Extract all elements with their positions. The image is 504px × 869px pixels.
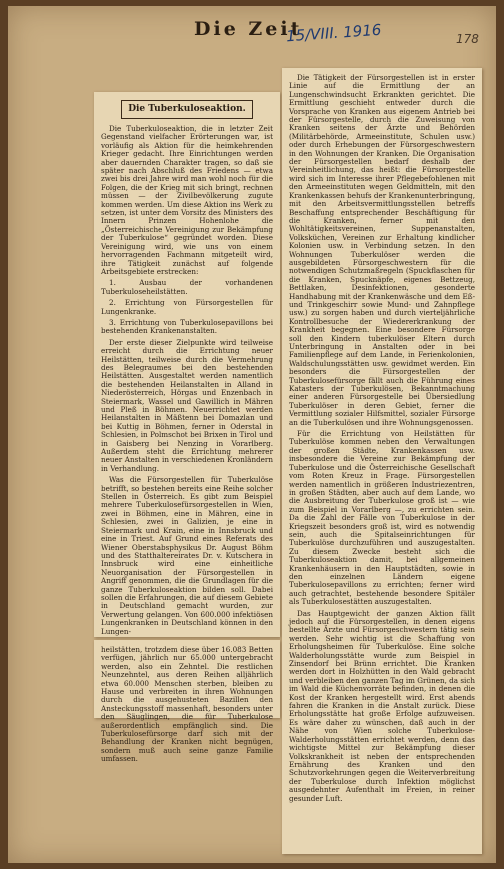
article-paragraph: 3. Errichtung von Tuberkulosepavillons bei bestehenden Krankenanstalten.: [101, 317, 273, 336]
article-column-left-top: [94, 92, 280, 637]
article-paragraph: heilstätten, trotzdem diese über 16.083 Betten verfügen, jährlich nur 65.000 untergebracht werden, also ein Zehntel. Die restlichen Neunzehntel, aus deren Reihen alljährlich etwa 60.000 Menschen sterben, bleiben zu Hause und verbreiten in ihren Wohnungen durch die ausgehusteten Bazillen den Ansteckungsstoff massenhaft, besonders unter den Säuglingen, die für Tuberkulose außerordentlich empfänglich sind. Die Tuberkulosefürsorge darf sich mit der Behandlung der Kranken nicht begnügen, sondern muß auch seine ganze Familie umfassen.: [101, 645, 273, 764]
article-paragraph: Der erste dieser Zielpunkte wird teilweise erreicht durch die Errichtung neuer Heilstätten, teilweise durch die Vermehrung des Belegraumes bei den bestehenden Heilstätten. Ausgestaltet werden namentlich die bestehenden Heilanstalten in Alland in Niederösterreich, Hörgas und Enzenbach in Steiermark, Wassel und Gawillich in Mähren und Pleß in Böhmen. Neuerrichtet werden Heilanstalten in Mäßtenn bei Domazlan und bei Kuttig in Böhmen, ferner in Oderstal in Schlesien, in Polmschot bei Brixen in Tirol und in Gaisberg bei Nenzing in Vorarlberg. Außerdem steht die Errichtung mehrerer neuer Anstalten in verschiedenen Kronländern in Verhandlung.: [101, 337, 273, 473]
article-column-right: [282, 68, 482, 854]
handwritten-date: 15/VIII. 1916: [285, 20, 382, 46]
newspaper-clipping-sheet: [8, 6, 496, 863]
article-paragraph: Die Tuberkuloseaktion, die in letzter Zeit Gegenstand vielfacher Erörterungen war, ist vorläufig als Aktion für die heimkehrenden Krieger gedacht. Ihre Einrichtungen werden aber dauernden Charakter tragen, so daß sie später nach Abschluß des Friedens — etwa zwei bis drei Jahre wird man wohl noch für die Folgen, die der Krieg mit sich bringt, rechnen müssen — der Zivilbevölkerung zugute kommen werden. Um diese Aktion ins Werk zu setzen, ist unter dem Vorsitz des Ministers des Innern Prinzen Hohenlohe die „Österreichische Vereinigung zur Bekämpfung der Tuberkulose“ gegründet worden. Diese Vereinigung wird, wie uns von einem hervorragenden Fachmann mitgeteilt wird, ihre Tätigkeit zunächst auf folgende Arbeitsgebiete erstrecken:: [101, 124, 273, 276]
article-column-left-bottom: [94, 640, 280, 764]
article-paragraph: Für die Errichtung von Heilstätten für Tuberkulöse kommen neben den Verwaltungen der großen Städte, Krankenkassen usw. insbesondere die Vereine zur Bekämpfung der Tuberkulose und die Österreichische Gesellschaft vom Roten Kreuz in Frage. Fürsorgestellen werden namentlich in größeren Industriezentren, in großen Städten, aber auch auf dem Lande, wo die Ausbreitung der Tuberkulose groß ist — wie zum Beispiel in Vorarlberg —, zu errichten sein. Da die Zahl der Fälle von Tuberkulose in der Kriegszeit besonders groß ist, wird es notwendig sein, auch die Spitalseinrichtungen für Tuberkulöse durchzuführen und auszugestalten. Zu diesem Zwecke besteht sich die Tuberkuloseaktion damit, bei allgemeinen Krankenhäusern in den Hauptstädten, sowie in den einzelnen Ländern eigene Tuberkulosepavillons zu errichten; ferner wird auch getrachtet, bestehende besondere Spitäler als Tuberkulosestätten auszugestalten.: [289, 429, 475, 607]
article-paragraph: Was die Fürsorgestellen für Tuberkulöse betrifft, so bestehen bereits eine Reihe solcher Stellen in Österreich. Es gibt zum Beispiel mehrere Tuberkulosefürsorgestellen in Wien, zwei in Böhmen, eine in Mähren, eine in Schlesien, zwei in Galizien, je eine in Steiermark und Krain, eine in Innsbruck und eine in Triest. Auf Grund eines Referats des Wiener Oberstabsphysikus Dr. August Böhm und des Statthaltereirates Dr. v. Kutschera in Innsbruck wird eine einheitliche Neuorganisation der Fürsorgestellen in Angriff genommen, die die Grundlagen für die ganze Tuberkuloseaktion bilden soll. Dabei sollen die Erfahrungen, die auf diesem Gebiete in Deutschland gemacht wurden, zur Verwertung gelangen. Von 600.000 infektiösen Lungenkranken in Deutschland können in den Lungen-: [101, 475, 274, 636]
article-paragraph: 2. Errichtung von Fürsorgestellen für Lungenkranke.: [101, 298, 273, 316]
article-paragraph: Die Tätigkeit der Fürsorgestellen ist in erster Linie auf die Ermittlung der an Lungenschwindsucht Erkrankten gerichtet. Die Ermittlung geschieht entweder durch die Vorsprache von Kranken aus eigenem Antrieb bei der Fürsorgestelle, durch die Zuweisung von Kranken seitens der Ärzte und Behörden (Militärbehörde, Armeeinstitute, Schulen usw.) oder durch Erhebungen der Fürsorgeschwestern in den Wohnungen der Kranken. Die Organisation der Fürsorgestellen bedarf deshalb der Vereinheitlichung, das heißt: die Fürsorgestelle wird sich im Interesse ihrer Pflegebefohlenen mit den Armeeinstituten wegen Geldmitteln, mit den Krankenkassen behufs der Krankenunterbringung, mit den Arbeitsvermittlungsstellen betreffs Beschaffung entsprechender Beschäftigung für die Kranken, ferner mit den Wohltätigkeitsvereinen, Suppenanstalten, Volksküchen, Vereinen zur Erhaltung kindlicher Kolonien usw. in Verbindung setzen. In den Wohnungen Tuberkulöser werden die ausgebildeten Fürsorgeschwestern für die notwendigen Schutzmaßregeln (Spuckflaschen für die Kranken, Spucknäpfe, eigenes Bettzeug, Bettlaken, Desinfektionen, gesonderte Handhabung mit der Krankenwäsche und dem Eß- und Trinkgeschirr sowie Mund- und Zahnpflege usw.) zu sorgen haben und durch vierteljährliche Kontrollbesuche der Wiedererkrankung der Krankheit begegnen. Eine besondere Fürsorge soll den Kindern tuberkulöser Eltern durch Unterbringung in Anstalten oder in bei Familienpflege auf dem Lande, in Ferienkolonien, Waldschulungsstätten usw. gewidmet werden. Ein besonders die Fürsorgestellen der Tuberkulosefürsorge fällt auch die Führung eines Katasters der Tuberkulösen, Bekanntmachung einer anderen Fürsorgestelle bei Übersiedlung Tuberkulöser in deren Gebiet, ferner die Vermittlung sozialer Hilfsmittel, sozialer Fürsorge an die Tuberkulösen und ihre Wohnungsgenossen.: [289, 73, 475, 427]
newspaper-masthead: Die Zeit: [194, 18, 303, 40]
article-paragraph: 1. Ausbau der vorhandenen Tuberkuloseheilstätten.: [101, 278, 273, 296]
article-title: Die Tuberkuloseaktion.: [121, 100, 253, 119]
article-paragraph: Das Hauptgewicht der ganzen Aktion fällt jedoch auf die Fürsorgestellen, in denen eigens bestellte Ärzte und Fürsorgeschwestern tätig sein werden. Sehr wichtig ist die Schaffung von Erholungsheimen für Tuberkulöse. Eine solche Walderholungsstätte wurde zum Beispiel in Zinsendorf bei Brünn errichtet. Die Kranken werden dort in Holzhütten in den Wald gebracht und verbleiben den ganzen Tag im Grünen, da sich im Wald die Küchenvorräte befinden, in denen die Kost der Kranken hergestellt wird. Erst abends fahren die Kranken in die Anstalt zurück. Diese Erholungsstätte hat große Erfolge aufzuweisen. Es wäre daher zu wünschen, daß auch in der Nähe von Wien solche Tuberkulose-Walderholungsstätten errichtet werden, denn das wichtigste Mittel zur Bekämpfung dieser Volkskrankheit ist neben der entsprechenden Ernährung des Kranken und den Schutzvorkehrungen gegen die Weiterverbreitung der Tuberkulose durch Infektion möglichst ausgedehnter Aufenthalt im Freien, in reiner gesunder Luft.: [289, 608, 475, 803]
handwritten-page-number: 178: [456, 32, 479, 46]
page-header: [8, 6, 496, 62]
